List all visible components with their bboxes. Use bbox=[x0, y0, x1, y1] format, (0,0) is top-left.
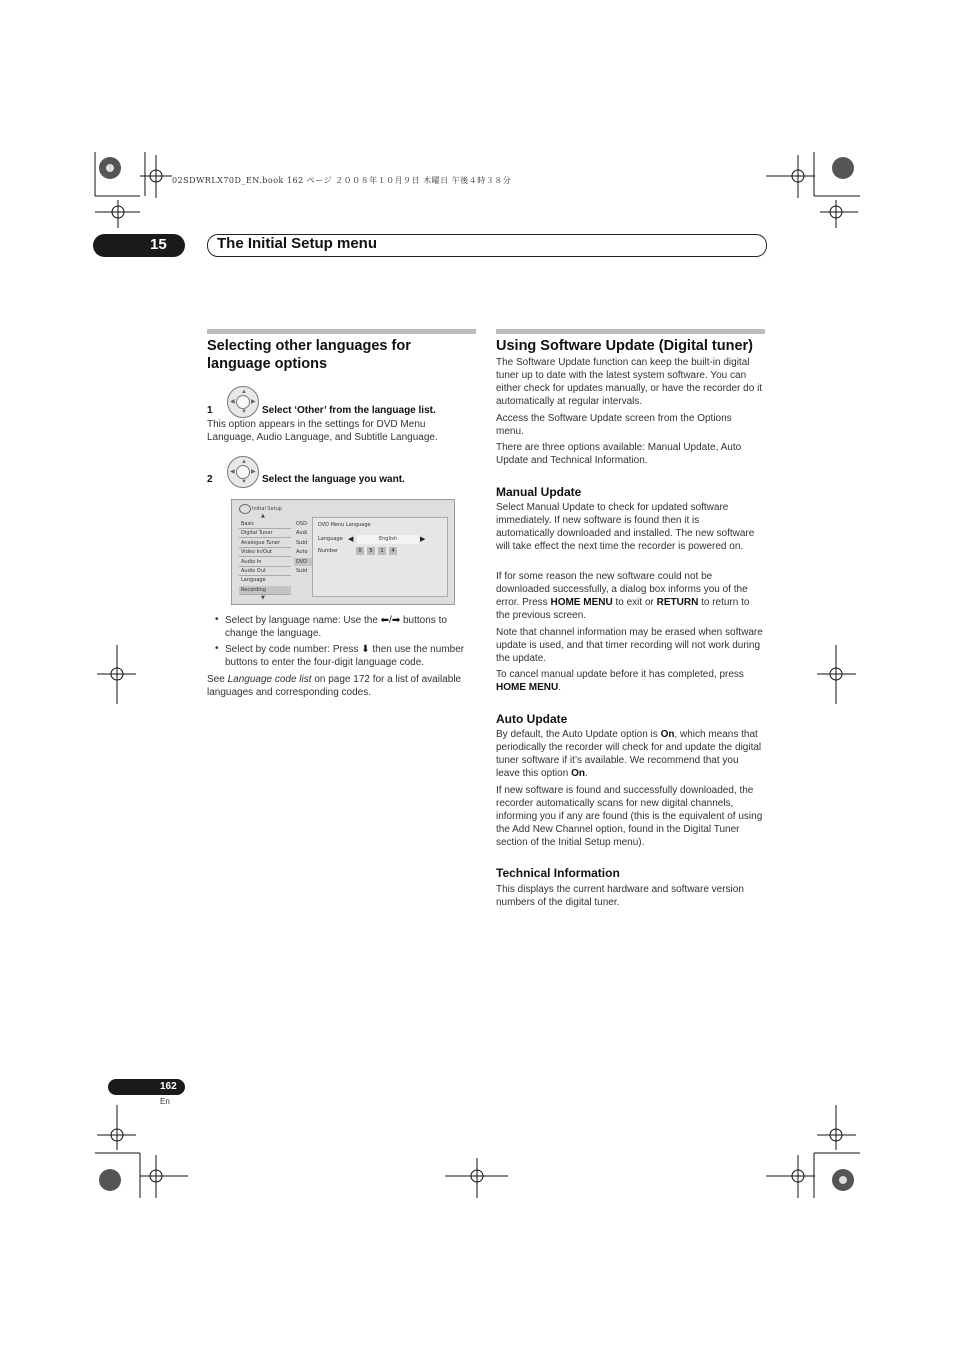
chapter-number: 15 bbox=[150, 236, 167, 253]
osd-panel-title: DVD Menu Language bbox=[318, 522, 371, 528]
intro-paragraph-3: There are three options available: Manual Update, Auto Update and Technical Information. bbox=[496, 442, 742, 466]
page-language: En bbox=[160, 1097, 170, 1106]
see-language-code-list: See Language code list on page 172 for a list of available languages and corresponding codes. bbox=[207, 674, 462, 698]
auto-update-heading: Auto Update bbox=[496, 712, 568, 726]
technical-information-heading: Technical Information bbox=[496, 866, 620, 880]
osd-menu-item: Digital Tuner bbox=[239, 529, 291, 538]
osd-submenu-item: Audi bbox=[296, 530, 308, 536]
step-1-text: This option appears in the settings for DVD Menu Language, Audio Language, and Subtitle Language. bbox=[207, 419, 438, 443]
osd-menu-item: Analogue Tuner bbox=[239, 539, 291, 548]
step-2-number: 2 bbox=[207, 474, 213, 485]
osd-code-digit: 4 bbox=[389, 547, 397, 555]
manual-update-paragraph-4: To cancel manual update before it has completed, press HOME MENU. bbox=[496, 669, 744, 693]
osd-submenu-item: OSD bbox=[296, 521, 307, 527]
auto-update-paragraph-2: If new software is found and successfully downloaded, the recorder automatically scans for new digital channels, informing you if any are found (this is the equivalent of using the Add New Channel option, found in the Digital Tuner section of the Initial Setup menu). bbox=[496, 785, 763, 848]
manual-update-paragraph-3: Note that channel information may be erased when software update is used, and that timer recording will not work during the update. bbox=[496, 627, 763, 664]
technical-information-paragraph: This displays the current hardware and software version numbers of the digital tuner. bbox=[496, 884, 744, 908]
osd-language-panel bbox=[312, 517, 448, 597]
remote-dial-icon: ▲ ▼ ◀ ▶ bbox=[227, 386, 259, 418]
osd-code-digit: 5 bbox=[367, 547, 375, 555]
manual-update-paragraph-1: Select Manual Update to check for updated software immediately. If new software is found then it is automatically downloaded and installed. The new software will take effect the next time the recorder is powered on. bbox=[496, 502, 755, 552]
scroll-down-icon: ▼ bbox=[261, 595, 265, 601]
intro-paragraph-2: Access the Software Update screen from the Options menu. bbox=[496, 413, 732, 437]
osd-menu-item: Video In/Out bbox=[239, 548, 291, 557]
page-number: 162 bbox=[160, 1081, 177, 1092]
osd-menu-item: Audio Out bbox=[239, 567, 291, 576]
step-2-title: Select the language you want. bbox=[262, 474, 405, 485]
bullet-select-by-code: Select by code number: Press ⬇ then use the number buttons to enter the four-digit language code. bbox=[225, 644, 465, 668]
osd-language-value: English bbox=[357, 535, 419, 544]
arrow-left-icon: ◀ bbox=[348, 535, 354, 543]
osd-submenu-item: Subt bbox=[296, 568, 308, 574]
auto-update-paragraph-1: By default, the Auto Update option is On, which means that periodically the recorder will check for and update the digital tuner software if it’s available. We recommend that you leave this option On. bbox=[496, 729, 762, 779]
osd-submenu-item: Auto bbox=[296, 549, 308, 555]
intro-paragraph-1: The Software Update function can keep the built-in digital tuner up to date with the latest system software. You can either check for updates manually, or have the recorder do it automatically at regular intervals. bbox=[496, 357, 763, 407]
osd-number-label: Number bbox=[318, 548, 339, 554]
down-arrow-icon: ⬇ bbox=[361, 644, 370, 655]
section-rule-left bbox=[207, 329, 476, 334]
bullet-dot: • bbox=[215, 614, 219, 625]
osd-submenu-item: Subt bbox=[296, 540, 308, 546]
left-right-arrow-icon: ⬅/➡ bbox=[380, 615, 401, 626]
setup-disc-icon bbox=[239, 504, 251, 514]
osd-menu-item: Language bbox=[241, 577, 266, 583]
osd-menu-item: Recording bbox=[239, 586, 291, 595]
bullet-dot: • bbox=[215, 643, 219, 654]
scroll-up-icon: ▲ bbox=[261, 513, 265, 519]
manual-update-paragraph-2: If for some reason the new software could not be downloaded successfully, a dialog box informs you of the error. Press HOME MENU to exit or RETURN to return to the previous screen. bbox=[496, 571, 750, 621]
step-1-number: 1 bbox=[207, 405, 213, 416]
remote-dial-icon: ▲ ▼ ◀ ▶ bbox=[227, 456, 259, 488]
osd-title: Initial Setup bbox=[252, 506, 282, 512]
manual-update-heading: Manual Update bbox=[496, 485, 582, 499]
print-header: 02SDWRLX70D_EN.book 162 ページ ２００８年１０月９日 木曜日 午後４時３８分 bbox=[172, 176, 512, 185]
osd-submenu-item: DVD bbox=[294, 558, 316, 566]
section-heading-languages: Selecting other languages for language options bbox=[207, 338, 411, 372]
osd-code-digit: 0 bbox=[356, 547, 364, 555]
osd-menu-item: Basic bbox=[239, 520, 291, 529]
chapter-number-badge bbox=[93, 234, 185, 257]
osd-code-digit: 1 bbox=[378, 547, 386, 555]
section-rule-right bbox=[496, 329, 765, 334]
bullet-select-by-name: Select by language name: Use the ⬅/➡ buttons to change the language. bbox=[225, 615, 447, 639]
osd-language-label: Language bbox=[318, 536, 343, 542]
osd-menu-item: Audio In bbox=[239, 558, 291, 567]
arrow-right-icon: ▶ bbox=[420, 535, 426, 543]
chapter-title: The Initial Setup menu bbox=[217, 235, 378, 252]
section-heading-software-update: Using Software Update (Digital tuner) bbox=[496, 338, 753, 354]
osd-screen bbox=[231, 499, 455, 605]
step-1-title: Select ‘Other’ from the language list. bbox=[262, 405, 436, 416]
